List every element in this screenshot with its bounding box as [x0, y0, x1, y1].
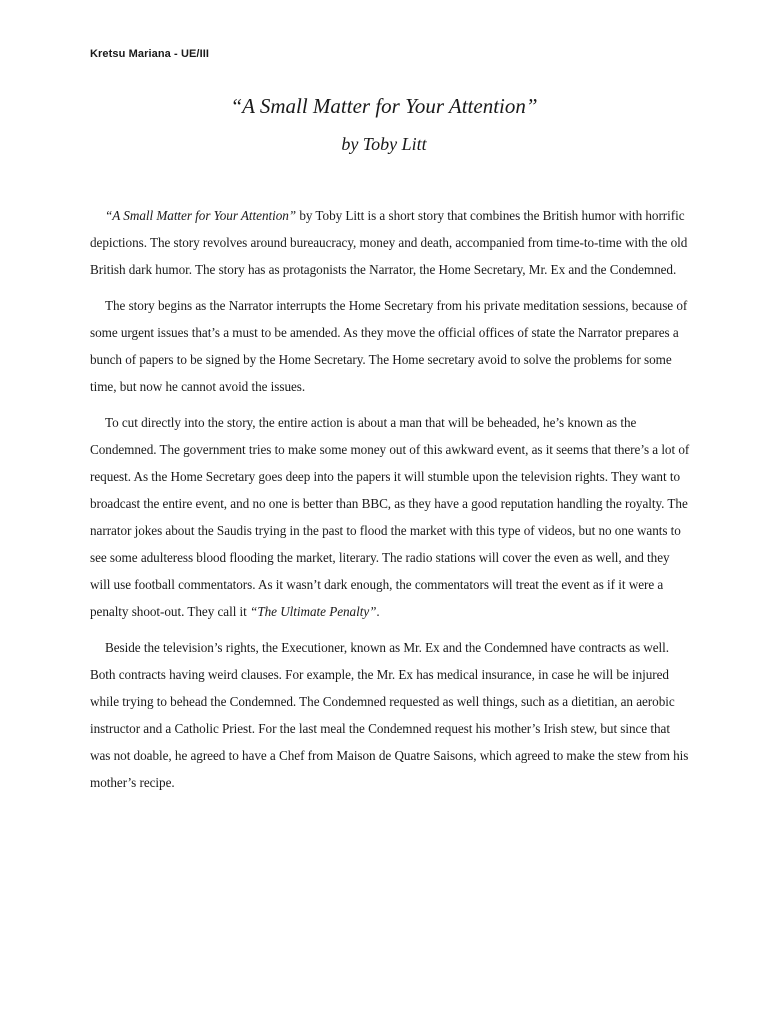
paragraph-text: Beside the television’s rights, the Executioner, known as Mr. Ex and the Condemned have contracts as well. Both contracts having weird clauses. For example, the Mr. Ex has medical insurance, in case he will be injured while trying to behead the Condemned. The Condemned requested as well things, such as a dietitian, an aerobic instructor and a Catholic Priest. For the last meal the Condemned request his mother’s Irish stew, but since that was not doable, he agreed to have a Chef from Maison de Quatre Saisons, which agreed to make the stew from his mother’s recipe.: [90, 640, 689, 790]
paragraph-4: [90, 634, 690, 796]
story-title-reference: “A Small Matter for Your Attention”: [105, 208, 297, 223]
paragraph-3: [90, 409, 690, 625]
ultimate-penalty-quote: “The Ultimate Penalty”: [250, 604, 377, 619]
paragraph-text: To cut directly into the story, the entire action is about a man that will be beheaded, he’s known as the Condemned. The government tries to make some money out of this awkward event, as it seems that there’s a lot of request. As the Home Secretary goes deep into the papers it will stumble upon the television rights. They want to broadcast the entire event, and no one is better than BBC, as they have a good reputation handling the royalty. The narrator jokes about the Saudis trying in the past to flood the market with this type of videos, but no one wants to see some adulteress blood flooding the market, literary. The radio stations will cover the even as well, and they will use football commentators. As it wasn’t dark enough, the commentators will treat the event as if it were a penalty shoot-out. They call it: [90, 415, 690, 619]
document-byline: by Toby Litt: [341, 134, 427, 154]
paragraph-text: The story begins as the Narrator interrupts the Home Secretary from his private meditation sessions, because of some urgent issues that’s a must to be amended. As they move the official offices of state the Narrator prepares a bunch of papers to be signed by the Home Secretary. The Home secretary avoid to solve the problems for some time, but now he cannot avoid the issues.: [90, 298, 688, 394]
paragraph-text: by Toby Litt is a short story that combines the British humor with horrific depictions. The story revolves around bureaucracy, money and death, accompanied from time-to-time with the old British dark humor. The story has as protagonists the Narrator, the Home Secretary, Mr. Ex and the Condemned.: [90, 208, 688, 277]
document-body: [90, 202, 690, 805]
document-title: “A Small Matter for Your Attention”: [230, 94, 538, 118]
paragraph-1: [90, 202, 690, 283]
author-header: Kretsu Mariana - UE/III: [90, 48, 210, 60]
paragraph-trail: .: [376, 604, 380, 619]
paragraph-2: [90, 292, 690, 400]
